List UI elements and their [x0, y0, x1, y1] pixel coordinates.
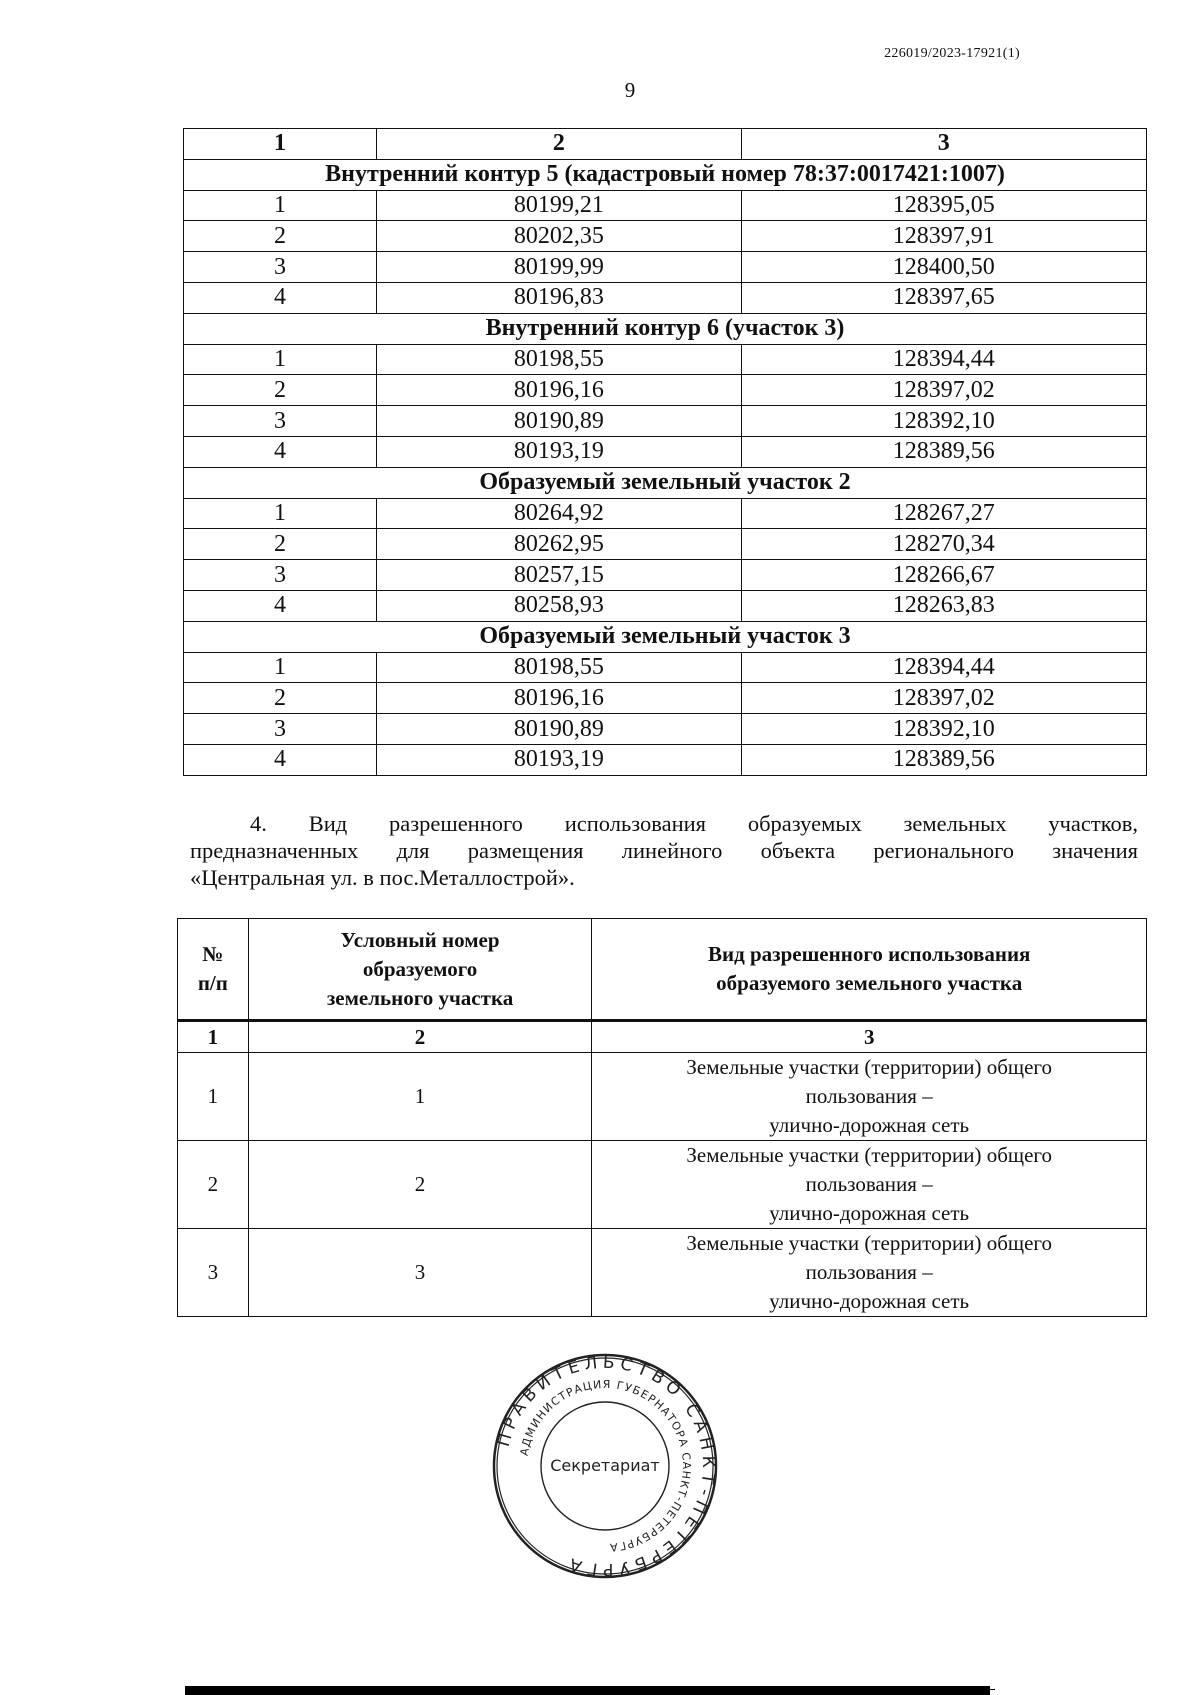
- table-row: [184, 683, 1147, 714]
- coordinate-x: 80196,16: [377, 683, 742, 714]
- point-number: 3: [184, 714, 377, 745]
- coordinate-y: 128395,05: [741, 190, 1146, 221]
- point-number: 2: [184, 221, 377, 252]
- paragraph-line: 4. Вид разрешенного использования образуемых земельных участков,: [250, 811, 1138, 836]
- coordinates-table: [183, 128, 1147, 776]
- coordinate-x: 80196,16: [377, 375, 742, 406]
- point-number: 2: [184, 375, 377, 406]
- point-number: 4: [184, 590, 377, 621]
- coordinate-y: 128267,27: [741, 498, 1146, 529]
- row-use: [592, 1141, 1147, 1229]
- paragraph-line: предназначенных для размещения линейного объекта регионального значения: [190, 838, 1138, 863]
- use-line: пользования –: [805, 1260, 933, 1284]
- coordinate-x: 80196,83: [377, 282, 742, 313]
- coordinate-y: 128394,44: [741, 652, 1146, 683]
- table-row: [184, 560, 1147, 591]
- uses-number-row: [178, 1021, 1147, 1053]
- point-number: 4: [184, 282, 377, 313]
- coordinate-x: 80190,89: [377, 714, 742, 745]
- coordinate-y: 128392,10: [741, 406, 1146, 437]
- coordinate-y: 128389,56: [741, 744, 1146, 775]
- section-title: Внутренний контур 5 (кадастровый номер 78:37:0017421:1007): [184, 159, 1147, 190]
- table-row: [184, 406, 1147, 437]
- row-plot: 2: [248, 1141, 592, 1229]
- row-number: 2: [178, 1141, 249, 1229]
- header-line: п/п: [197, 971, 228, 995]
- section-title: Образуемый земельный участок 2: [184, 467, 1147, 498]
- section-title-row: [184, 159, 1147, 190]
- table-row: [184, 498, 1147, 529]
- table-row: [184, 282, 1147, 313]
- coordinate-y: 128263,83: [741, 590, 1146, 621]
- header-line: Вид разрешенного использования: [707, 942, 1031, 966]
- column-number-cell: 1: [178, 1021, 249, 1053]
- table-row: [184, 744, 1147, 775]
- header-cell-use: [592, 919, 1147, 1021]
- official-seal-stamp: [492, 1353, 718, 1579]
- table-row: [184, 714, 1147, 745]
- row-plot: 3: [248, 1229, 592, 1317]
- table-row: [184, 652, 1147, 683]
- table-row: [184, 344, 1147, 375]
- column-number-cell: 3: [592, 1021, 1147, 1053]
- point-number: 2: [184, 683, 377, 714]
- point-number: 1: [184, 652, 377, 683]
- paragraph-line: «Центральная ул. в пос.Металлострой».: [190, 865, 575, 890]
- section-title-row: [184, 467, 1147, 498]
- point-number: 3: [184, 252, 377, 283]
- page-number: 9: [624, 78, 636, 102]
- row-number: 1: [178, 1053, 249, 1141]
- seal-inner-text: АДМИНИСТРАЦИЯ ГУБЕРНАТОРА САНКТ-ПЕТЕРБУРГА: [517, 1377, 694, 1554]
- coordinate-y: 128397,91: [741, 221, 1146, 252]
- use-line: Земельные участки (территории) общего: [686, 1055, 1052, 1079]
- seal-outer-text: ПРАВИТЕЛЬСТВО САНКТ-ПЕТЕРБУРГА: [493, 1353, 718, 1579]
- point-number: 1: [184, 498, 377, 529]
- header-line: №: [202, 942, 224, 966]
- row-number: 3: [178, 1229, 249, 1317]
- coordinate-x: 80257,15: [377, 560, 742, 591]
- table-row: [178, 1141, 1147, 1229]
- point-number: 2: [184, 529, 377, 560]
- row-use: [592, 1229, 1147, 1317]
- coordinate-x: 80258,93: [377, 590, 742, 621]
- table-row: [178, 1053, 1147, 1141]
- coordinate-x: 80202,35: [377, 221, 742, 252]
- bottom-scan-line: [985, 1689, 995, 1690]
- section-title: Внутренний контур 6 (участок 3): [184, 313, 1147, 344]
- coordinate-y: 128389,56: [741, 436, 1146, 467]
- table-row: [184, 436, 1147, 467]
- header-cell-number: [178, 919, 249, 1021]
- header-cell-plot: [248, 919, 592, 1021]
- header-line: образуемого: [362, 956, 478, 981]
- coordinate-x: 80193,19: [377, 436, 742, 467]
- coordinate-y: 128270,34: [741, 529, 1146, 560]
- use-line: Земельные участки (территории) общего: [686, 1231, 1052, 1255]
- bottom-scan-bar: [185, 1686, 990, 1695]
- section-title-row: [184, 621, 1147, 652]
- point-number: 1: [184, 344, 377, 375]
- point-number: 1: [184, 190, 377, 221]
- coords-header-row: [184, 129, 1147, 160]
- use-line: улично-дорожная сеть: [769, 1289, 970, 1313]
- row-use: [592, 1053, 1147, 1141]
- coords-header-cell: 2: [377, 129, 742, 160]
- table-row: [184, 529, 1147, 560]
- document-id: 226019/2023-17921(1): [884, 46, 1020, 61]
- permitted-use-table: [177, 918, 1147, 1317]
- coordinate-y: 128394,44: [741, 344, 1146, 375]
- section-title: Образуемый земельный участок 3: [184, 621, 1147, 652]
- seal-center-text: Секретариат: [550, 1456, 660, 1475]
- header-line: земельного участка: [326, 985, 514, 1010]
- coords-header-cell: 3: [741, 129, 1146, 160]
- coordinate-x: 80198,55: [377, 344, 742, 375]
- coordinate-x: 80262,95: [377, 529, 742, 560]
- table-row: [184, 252, 1147, 283]
- coords-header-cell: 1: [184, 129, 377, 160]
- coordinate-x: 80190,89: [377, 406, 742, 437]
- table-row: [184, 190, 1147, 221]
- coordinate-x: 80199,21: [377, 190, 742, 221]
- coordinate-y: 128266,67: [741, 560, 1146, 591]
- coordinate-y: 128397,02: [741, 375, 1146, 406]
- header-line: Условный номер: [340, 927, 500, 952]
- coordinate-y: 128392,10: [741, 714, 1146, 745]
- uses-header-row: [178, 919, 1147, 1021]
- coordinate-x: 80199,99: [377, 252, 742, 283]
- table-row: [184, 375, 1147, 406]
- coordinate-x: 80193,19: [377, 744, 742, 775]
- coordinate-x: 80264,92: [377, 498, 742, 529]
- table-row: [178, 1229, 1147, 1317]
- coordinate-y: 128400,50: [741, 252, 1146, 283]
- use-line: улично-дорожная сеть: [769, 1201, 970, 1225]
- coordinate-y: 128397,65: [741, 282, 1146, 313]
- use-line: Земельные участки (территории) общего: [686, 1143, 1052, 1167]
- header-line: образуемого земельного участка: [716, 971, 1023, 995]
- coordinate-x: 80198,55: [377, 652, 742, 683]
- use-line: улично-дорожная сеть: [769, 1113, 970, 1137]
- use-line: пользования –: [805, 1084, 933, 1108]
- paragraph-4: [190, 810, 1138, 891]
- point-number: 4: [184, 744, 377, 775]
- coordinate-y: 128397,02: [741, 683, 1146, 714]
- column-number-cell: 2: [248, 1021, 592, 1053]
- row-plot: 1: [248, 1053, 592, 1141]
- table-row: [184, 221, 1147, 252]
- point-number: 4: [184, 436, 377, 467]
- use-line: пользования –: [805, 1172, 933, 1196]
- section-title-row: [184, 313, 1147, 344]
- point-number: 3: [184, 560, 377, 591]
- table-row: [184, 590, 1147, 621]
- point-number: 3: [184, 406, 377, 437]
